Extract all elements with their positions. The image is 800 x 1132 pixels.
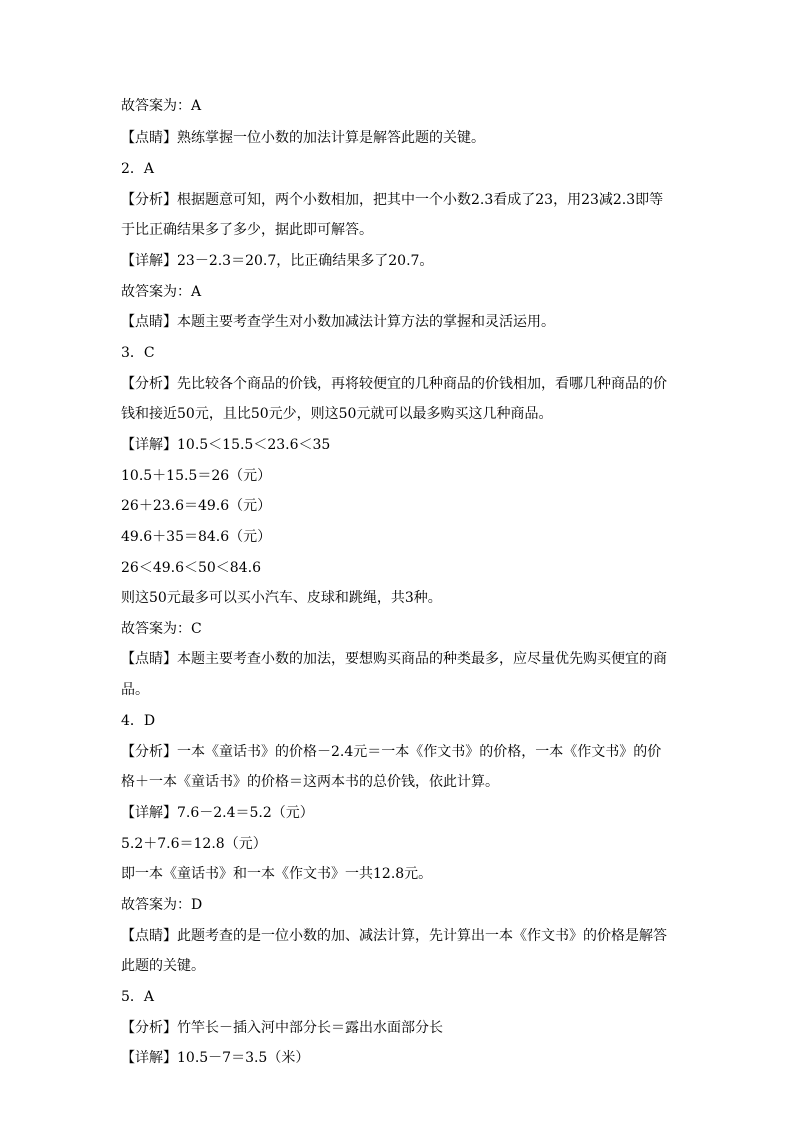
calculation-line: 26＜49.6＜50＜84.6 — [121, 560, 261, 576]
calculation-line: 49.6＋35＝84.6（元） — [121, 529, 272, 545]
analysis-line: 于比正确结果多了多少，据此即可解答。 — [121, 222, 373, 238]
detail-line: 【详解】10.5＜15.5＜23.6＜35 — [121, 437, 331, 453]
question-number: 2．A — [121, 161, 155, 177]
conclusion-line: 则这50元最多可以买小汽车、皮球和跳绳，共3种。 — [121, 590, 442, 606]
answer-line: 故答案为：C — [121, 621, 202, 637]
detail-line: 【详解】23－2.3＝20.7，比正确结果多了20.7。 — [121, 253, 434, 269]
analysis-line: 格＋一本《童话书》的价格＝这两本书的总价钱，依此计算。 — [121, 774, 499, 790]
comment-line: 【点睛】此题考查的是一位小数的加、减法计算，先计算出一本《作文书》的价格是解答 — [121, 928, 667, 944]
calculation-line: 10.5＋15.5＝26（元） — [121, 468, 272, 484]
calculation-line: 5.2＋7.6＝12.8（元） — [121, 836, 267, 852]
analysis-line: 【分析】先比较各个商品的价钱，再将较便宜的几种商品的价钱相加，看哪几种商品的价 — [121, 376, 667, 392]
comment-line: 此题的关键。 — [121, 958, 205, 974]
calculation-line: 26＋23.6＝49.6（元） — [121, 498, 272, 514]
comment-line: 【点睛】本题主要考查小数的加法，要想购买商品的种类最多，应尽量优先购买便宜的商 — [121, 651, 667, 667]
question-number: 3．C — [121, 345, 155, 361]
answer-line: 故答案为：D — [121, 897, 203, 913]
analysis-line: 【分析】根据题意可知，两个小数相加，把其中一个小数2.3看成了23，用23减2.3即等 — [121, 192, 664, 208]
comment-line: 品。 — [121, 682, 149, 698]
comment-line: 【点睛】本题主要考查学生对小数加减法计算方法的掌握和灵活运用。 — [121, 314, 555, 330]
analysis-line: 【分析】一本《童话书》的价格－2.4元＝一本《作文书》的价格，一本《作文书》的价 — [121, 744, 662, 760]
comment-line: 【点睛】熟练掌握一位小数的加法计算是解答此题的关键。 — [121, 130, 485, 146]
answer-line: 故答案为：A — [121, 98, 202, 114]
conclusion-line: 即一本《童话书》和一本《作文书》一共12.8元。 — [121, 866, 433, 882]
question-number: 5．A — [121, 989, 155, 1005]
detail-line: 【详解】10.5－7＝3.5（米） — [121, 1050, 310, 1066]
analysis-line: 钱和接近50元，且比50元少，则这50元就可以最多购买这几种商品。 — [121, 406, 553, 422]
question-number: 4．D — [121, 713, 156, 729]
answer-line: 故答案为：A — [121, 284, 202, 300]
analysis-line: 【分析】竹竿长－插入河中部分长＝露出水面部分长 — [121, 1020, 443, 1036]
detail-line: 【详解】7.6－2.4＝5.2（元） — [121, 805, 314, 821]
